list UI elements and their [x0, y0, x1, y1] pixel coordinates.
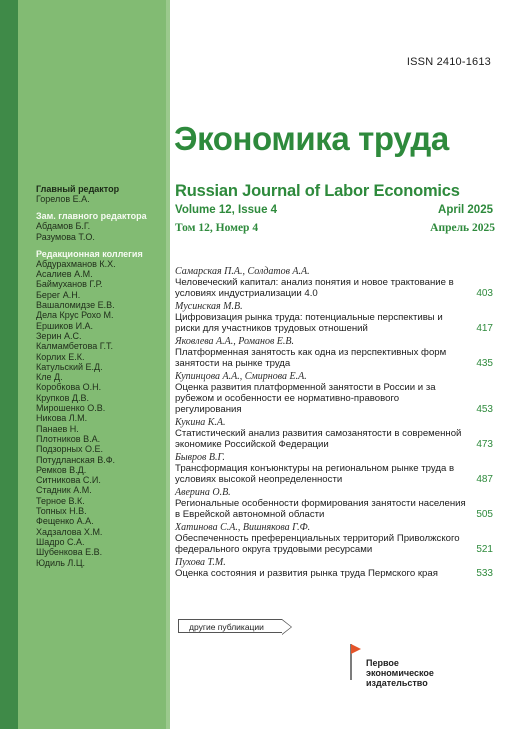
board-member-name: Катульский Е.Д. [36, 361, 103, 372]
date-en: April 2025 [438, 204, 493, 216]
board-member-name: Вашаломидзе Е.В. [36, 300, 115, 311]
toc-authors: Яковлева А.А., Романов Е.В. [175, 336, 295, 347]
cover-band-edge [166, 0, 170, 729]
journal-title-en: Russian Journal of Labor Economics [175, 182, 460, 200]
toc-page-number: 505 [476, 509, 493, 520]
board-member-name: Ремков В.Д. [36, 464, 87, 475]
publisher-line: издательство [366, 678, 428, 688]
volume-ru: Том 12, Номер 4 [175, 222, 259, 234]
publisher-name [366, 658, 434, 688]
board-member-name: Терное В.К. [36, 495, 85, 506]
deputy-editor-list [36, 221, 162, 242]
toc-page-number: 533 [476, 568, 493, 579]
board-member-name: Шубенкова Е.В. [36, 547, 103, 558]
toc-page-number: 453 [476, 404, 493, 415]
toc-entry[interactable] [175, 336, 497, 369]
toc-entry[interactable] [175, 487, 497, 520]
board-member-name: Подзорных О.Е. [36, 444, 104, 455]
board-member-name: Никова Л.М. [36, 413, 88, 424]
toc-authors: Бывров В.Г. [175, 452, 225, 463]
board-member-name: Панаев Н. [36, 423, 79, 434]
board-member-name: Ершиков И.А. [36, 320, 94, 331]
toc-page-number: 435 [476, 358, 493, 369]
toc-title: Человеческий капитал: анализ понятия и новое трактование в условиях индустриализации 4.0 [175, 277, 454, 299]
volume-en: Volume 12, Issue 4 [175, 204, 278, 216]
toc-entry[interactable] [175, 266, 497, 299]
toc-entry[interactable] [175, 522, 497, 555]
issue-line-en [175, 204, 495, 216]
toc-entry[interactable] [175, 557, 497, 579]
toc-title: Оценка состояния и развития рынка труда Пермского края [175, 568, 438, 579]
board-member-name: Шадро С.А. [36, 536, 85, 547]
board-member-name: Корлих Е.К. [36, 351, 85, 362]
toc-authors: Самарская П.А., Солдатов А.А. [175, 266, 310, 277]
board-member-name: Стадник А.М. [36, 485, 92, 496]
toc-title: Платформенная занятость как одна из перспективных форм занятости на рынке труда [175, 347, 447, 369]
publisher-flag-icon [348, 640, 362, 680]
toc-authors: Кукина К.А. [175, 417, 226, 428]
toc-page-number: 473 [476, 439, 493, 450]
toc-authors: Купинцова А.А., Смирнова Е.А. [175, 371, 307, 382]
toc-page-number: 403 [476, 288, 493, 299]
board-member-name: Калмамбетова Г.Т. [36, 341, 114, 352]
board-member-name: Дела Крус Рохо М. [36, 310, 114, 321]
board-member-name: Мирошенко О.В. [36, 403, 106, 414]
table-of-contents [175, 266, 497, 581]
board-member-name: Асалиев А.М. [36, 269, 93, 280]
toc-entry[interactable] [175, 452, 497, 485]
board-member-name: Абдурахманов К.Х. [36, 258, 116, 269]
board-member-name: Фещенко А.А. [36, 516, 94, 527]
toc-authors: Хатинова С.А., Вишнякова Г.Ф. [175, 522, 311, 533]
toc-title: Оценка развития платформенной занятости в России и за рубежом и особенности ее нормативно-правового регулирования [175, 382, 436, 415]
issn-label: ISSN 2410-1613 [406, 56, 491, 68]
board-member-name: Плотников В.А. [36, 433, 101, 444]
board-member-name: Коробкова О.Н. [36, 382, 102, 393]
board-member-name: Крупков Д.В. [36, 392, 89, 403]
publisher-line: экономическое [366, 668, 434, 678]
chief-editor-name: Горелов Е.А. [36, 194, 90, 204]
board-member-name: Юдиль Л.Ц. [36, 557, 85, 568]
board-member-name: Потудланская В.Ф. [36, 454, 116, 465]
cover-band-dark [0, 0, 18, 729]
chief-editor-label: Главный редактор [36, 184, 120, 194]
toc-page-number: 521 [476, 544, 493, 555]
board-member-name: Топных Н.В. [36, 506, 87, 517]
toc-authors: Пухова Т.М. [175, 557, 226, 568]
toc-page-number: 417 [476, 323, 493, 334]
date-ru: Апрель 2025 [430, 222, 495, 234]
journal-title-ru: Экономика труда [174, 120, 449, 157]
more-publications-button[interactable]: другие публикации [178, 619, 282, 633]
toc-authors: Мусинская М.В. [175, 301, 243, 312]
toc-title: Обеспеченность преференциальных территорий Приволжского федерального округа трудовыми ресурсами [175, 533, 460, 555]
issue-line-ru [175, 222, 495, 234]
board-member-name: Хадзалова Х.М. [36, 526, 103, 537]
toc-title: Цифровизация рынка труда: потенциальные перспективы и риски для участников трудовых отношений [175, 312, 443, 334]
toc-page-number: 487 [476, 474, 493, 485]
board-member-name: Кле Д. [36, 372, 63, 383]
toc-authors: Аверина О.В. [175, 487, 231, 498]
board-list [36, 259, 162, 568]
toc-entry[interactable] [175, 301, 497, 334]
toc-entry[interactable] [175, 371, 497, 415]
deputy-editor-name: Разумова Т.О. [36, 231, 95, 242]
toc-entry[interactable] [175, 417, 497, 450]
board-label: Редакционная коллегия [36, 248, 143, 259]
editorial-board [36, 184, 162, 568]
toc-title: Статистический анализ развития самозанятости в современной экономике Российской Федерации [175, 428, 462, 450]
deputy-editor-label: Зам. главного редактора [36, 211, 147, 222]
publisher-line: Первое [366, 658, 399, 668]
board-member-name: Берег А.Н. [36, 289, 81, 300]
board-member-name: Баймуханов Г.Р. [36, 279, 103, 290]
deputy-editor-name: Абдамов Б.Г. [36, 221, 91, 232]
board-member-name: Зерин А.С. [36, 330, 82, 341]
board-member-name: Ситникова С.И. [36, 475, 101, 486]
toc-title: Региональные особенности формирования занятости населения в Еврейской автономной области [175, 498, 466, 520]
toc-title: Трансформация конъюнктуры на региональном рынке труда в условиях высокой неопределенности [175, 463, 455, 485]
